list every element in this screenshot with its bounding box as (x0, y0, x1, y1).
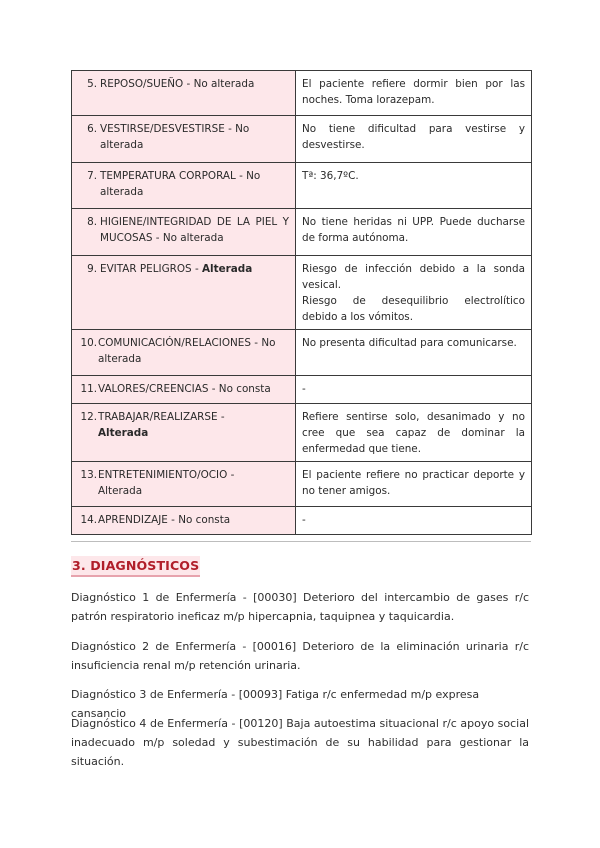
need-cell (72, 256, 296, 330)
observation-text: - (302, 514, 306, 526)
need-cell (72, 71, 296, 116)
observation-text: Tª: 36,7ºC. (302, 170, 359, 182)
need-cell (72, 462, 296, 507)
need-separator: - (217, 411, 225, 423)
need-number: 7. (87, 170, 97, 182)
need-number: 14. (80, 514, 97, 526)
observation-cell (296, 71, 532, 116)
need-number: 6. (87, 123, 97, 135)
need-separator: - (152, 232, 163, 244)
observation-cell (296, 256, 532, 330)
need-number: 13. (80, 469, 97, 481)
section-divider (71, 541, 531, 542)
table-row (72, 330, 532, 376)
need-cell (72, 330, 296, 376)
need-separator: - (183, 78, 194, 90)
observation-cell (296, 462, 532, 507)
need-cell (72, 116, 296, 163)
table-row (72, 209, 532, 256)
need-name: VESTIRSE/DESVESTIRSE (100, 123, 225, 135)
need-cell (72, 209, 296, 256)
table-row (72, 256, 532, 330)
need-separator: - (227, 469, 235, 481)
observation-text: - (302, 383, 306, 395)
need-status: No alterada (162, 232, 224, 244)
observation-text: Riesgo de desequilibrio electrolítico debido a los vómitos. (302, 295, 525, 323)
needs-assessment-table (71, 70, 532, 535)
need-number: 11. (80, 383, 97, 395)
need-status: No alterada (100, 170, 261, 198)
need-name: TEMPERATURA CORPORAL (100, 170, 236, 182)
observation-text: No presenta dificultad para comunicarse. (302, 337, 517, 349)
table-row (72, 376, 532, 404)
observation-text: Refiere sentirse solo, desanimado y no cree que sea capaz de dominar la enfermedad que tiene. (302, 411, 525, 455)
need-separator: - (250, 337, 262, 349)
observation-cell (296, 330, 532, 376)
need-name: HIGIENE/INTEGRIDAD DE LA PIEL Y MUCOSAS (100, 216, 289, 244)
need-separator: - (167, 514, 179, 526)
need-status: Alterada (98, 427, 149, 439)
observation-cell (296, 163, 532, 209)
diagnosis-paragraph: Diagnóstico 1 de Enfermería - [00030] Deterioro del intercambio de gases r/c patrón respiratorio ineficaz m/p hipercapnia, taquipnea y taquicardia. (71, 591, 529, 623)
need-name: EVITAR PELIGROS (100, 263, 192, 275)
need-name: APRENDIZAJE (98, 514, 168, 526)
need-separator: - (235, 170, 247, 182)
table-row (72, 163, 532, 209)
diagnosis-paragraph: Diagnóstico 2 de Enfermería - [00016] Deterioro de la eliminación urinaria r/c insuficiencia renal m/p retención urinaria. (71, 640, 529, 672)
observation-cell (296, 507, 532, 535)
observation-cell (296, 116, 532, 163)
need-number: 10. (80, 337, 97, 349)
observation-cell (296, 404, 532, 462)
observation-cell (296, 209, 532, 256)
need-separator: - (191, 263, 202, 275)
table-row (72, 462, 532, 507)
need-cell (72, 404, 296, 462)
need-separator: - (224, 123, 236, 135)
diagnosis-paragraph: Diagnóstico 3 de Enfermería - [00093] Fatiga r/c enfermedad m/p expresa cansancio (71, 688, 480, 720)
need-name: REPOSO/SUEÑO (100, 78, 184, 90)
table-row (72, 404, 532, 462)
need-name: VALORES/CREENCIAS (98, 383, 209, 395)
need-status: No consta (218, 383, 271, 395)
diagnosis-paragraph: Diagnóstico 4 de Enfermería - [00120] Baja autoestima situacional r/c apoyo social inadecuado m/p soledad y subestimación de su habilidad para gestionar la situación. (71, 717, 529, 768)
need-status: No consta (178, 514, 231, 526)
need-status: Alterada (98, 485, 143, 497)
table-row (72, 507, 532, 535)
need-status: No alterada (193, 78, 255, 90)
need-name: COMUNICACIÓN/RELACIONES (98, 337, 251, 349)
table-row (72, 71, 532, 116)
need-number: 5. (87, 78, 97, 90)
table-row (72, 116, 532, 163)
observation-cell (296, 376, 532, 404)
need-name: ENTRETENIMIENTO/OCIO (98, 469, 228, 481)
need-cell (72, 163, 296, 209)
observation-text: No tiene heridas ni UPP. Puede ducharse de forma autónoma. (302, 216, 525, 244)
need-cell (72, 507, 296, 535)
need-separator: - (208, 383, 219, 395)
section-title: 3. DIAGNÓSTICOS (71, 556, 200, 577)
need-number: 12. (80, 411, 97, 423)
observation-text: No tiene dificultad para vestirse y desvestirse. (302, 123, 525, 151)
observation-text: El paciente refiere dormir bien por las noches. Toma lorazepam. (302, 78, 525, 106)
need-cell (72, 376, 296, 404)
need-status: No alterada (100, 123, 250, 151)
need-name: TRABAJAR/REALIZARSE (98, 411, 218, 423)
need-number: 8. (87, 216, 97, 228)
observation-text: Riesgo de infección debido a la sonda vesical. (302, 263, 525, 291)
observation-text: El paciente refiere no practicar deporte y no tener amigos. (302, 469, 525, 497)
need-status: Alterada (202, 263, 253, 275)
need-status: No alterada (98, 337, 276, 365)
need-number: 9. (87, 263, 97, 275)
